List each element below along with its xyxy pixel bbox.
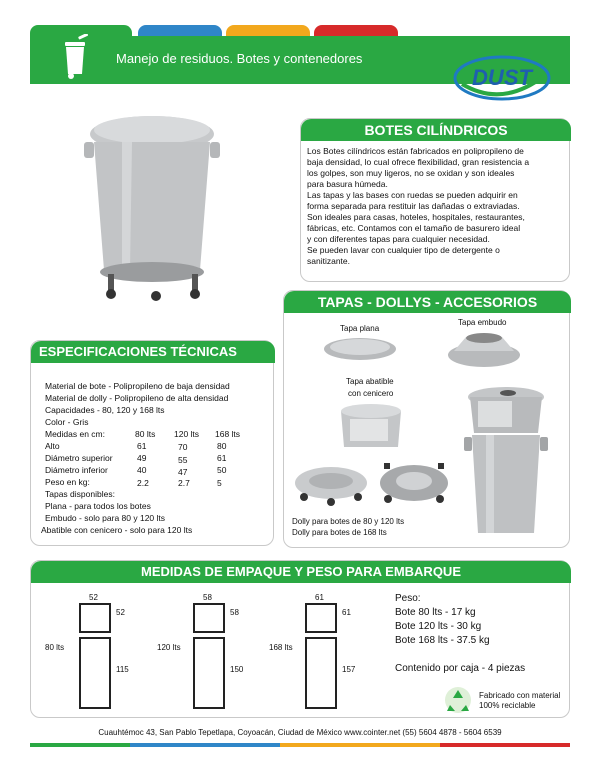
table-cell: 47: [178, 467, 188, 477]
tapa-plana-image: [322, 336, 398, 362]
desc-line: Se pueden lavar con cualquier tipo de detergente o: [307, 245, 500, 255]
box120-top-width: 58: [203, 593, 212, 602]
box80-top-rect: [79, 603, 111, 633]
dolly-large-image: [378, 457, 450, 507]
contenido-caja: Contenido por caja - 4 piezas: [395, 663, 526, 674]
table-header: 120 lts: [174, 429, 200, 439]
box120-top-height: 58: [230, 608, 239, 617]
tapas-disponibles: Tapas disponibles:: [45, 489, 115, 499]
material-bote: Material de bote - Polipropileno de baja densidad: [45, 381, 230, 391]
desc-line: y con diferentes tapas para cualquier necesidad.: [307, 234, 490, 244]
table-header: Medidas en cm:: [45, 429, 105, 439]
desc-line: forma separada para restituir las dañadas o extraviadas.: [307, 201, 520, 211]
logo-text: DUST: [472, 65, 532, 90]
recycle-icon: [443, 685, 473, 715]
table-cell: 5: [217, 478, 222, 488]
empaque-title: MEDIDAS DE EMPAQUE Y PESO PARA EMBARQUE: [31, 561, 571, 583]
tapas-box: [283, 290, 570, 548]
table-cell: Alto: [45, 441, 60, 451]
box80-body-height: 115: [116, 665, 129, 674]
peso-80: Bote 80 lts - 17 kg: [395, 607, 476, 618]
table-cell: 70: [178, 442, 188, 452]
table-cell: Peso en kg:: [45, 477, 90, 487]
dust-logo: [452, 52, 552, 104]
table-cell: 49: [137, 453, 147, 463]
empaque-box: [30, 560, 570, 718]
box120-body-height: 150: [230, 665, 244, 674]
bin-abatible-image: [464, 383, 548, 541]
material-dolly: Material de dolly - Polipropileno de alta densidad: [45, 393, 229, 403]
table-cell: 2.7: [178, 478, 190, 488]
tapa-embudo-image: [446, 329, 522, 369]
page-title: Manejo de residuos. Botes y contenedores: [116, 51, 363, 66]
box168-body-rect: [305, 637, 337, 709]
reciclable-line-1: Fabricado con material: [479, 691, 561, 700]
peso-168: Bote 168 lts - 37.5 kg: [395, 635, 490, 646]
table-cell: 80: [217, 441, 227, 451]
dolly-small-image: [292, 461, 370, 507]
desc-line: sanitizante.: [307, 256, 350, 266]
table-cell: Diámetro inferior: [45, 465, 108, 475]
round-bin-image: [82, 112, 232, 312]
table-cell: 40: [137, 465, 147, 475]
color: Color - Gris: [45, 417, 89, 427]
table-cell: 61: [217, 453, 227, 463]
tapa-plana-caption: Tapa plana: [340, 324, 380, 333]
table-cell: 2.2: [137, 478, 149, 488]
table-cell: 61: [137, 441, 147, 451]
desc-line: los golpes, son muy ligeros, no se oxidan y son ideales: [307, 168, 515, 178]
bottom-bar-orange: [280, 743, 440, 747]
table-cell: 50: [217, 465, 227, 475]
table-header: 80 lts: [135, 429, 156, 439]
desc-line: Los Botes cilíndricos están fabricados en polipropileno de: [307, 146, 524, 156]
especificaciones-title: ESPECIFICACIONES TÉCNICAS: [31, 341, 275, 363]
tapa-embudo-spec: Embudo - solo para 80 y 120 lts: [45, 513, 166, 523]
box120-top-rect: [193, 603, 225, 633]
reciclable-line-2: 100% reciclable: [479, 701, 536, 710]
desc-line: Las tapas y las bases con ruedas se pueden adquirir en: [307, 190, 518, 200]
box80-label: 80 lts: [45, 643, 65, 652]
footer-address: Cuauhtémoc 43, San Pablo Tepetlapa, Coyoacán, Ciudad de México www.cointer.net (55) 5604 4878 - 5604 6539: [98, 728, 502, 737]
tapa-abatible-caption-1: Tapa abatible: [346, 377, 394, 386]
box168-top-width: 61: [315, 593, 324, 602]
tapa-embudo-caption: Tapa embudo: [458, 318, 507, 327]
peso-120: Bote 120 lts - 30 kg: [395, 621, 482, 632]
tapa-plana-spec: Plana - para todos los botes: [45, 501, 151, 511]
dolly-80-120-caption: Dolly para botes de 80 y 120 lts: [292, 517, 405, 526]
cilindricos-title: BOTES CILÍNDRICOS: [301, 119, 571, 141]
table-cell: 55: [178, 455, 188, 465]
trash-bin-icon: [62, 34, 90, 80]
desc-line: fábricas, etc. Contamos con el tamaño de basurero ideal: [307, 223, 521, 233]
tapa-abatible-image: [336, 401, 406, 451]
bottom-bar-green: [30, 743, 130, 747]
box80-top-width: 52: [89, 593, 98, 602]
dolly-168-caption: Dolly para botes de 168 lts: [292, 528, 387, 537]
tapa-abatible-spec: Abatible con cenicero - solo para 120 lts: [41, 525, 193, 535]
cilindricos-box: [300, 118, 570, 282]
box168-top-height: 61: [342, 608, 351, 617]
box120-body-rect: [193, 637, 225, 709]
bottom-bar-red: [440, 743, 570, 747]
bottom-bar-blue: [130, 743, 280, 747]
box168-top-rect: [305, 603, 337, 633]
box120-label: 120 lts: [157, 643, 181, 652]
box168-body-height: 157: [342, 665, 356, 674]
tapas-title: TAPAS - DOLLYS - ACCESORIOS: [284, 291, 571, 313]
desc-line: Son ideales para casas, hoteles, hospitales, restaurantes,: [307, 212, 525, 222]
especificaciones-box: [30, 340, 274, 546]
capacidades: Capacidades - 80, 120 y 168 lts: [45, 405, 165, 415]
desc-line: baja densidad, lo cual ofrece flexibilidad, gran resistencia a: [307, 157, 530, 167]
cilindricos-description: [307, 146, 567, 267]
box80-top-height: 52: [116, 608, 125, 617]
box80-body-rect: [79, 637, 111, 709]
desc-line: para basura húmeda.: [307, 179, 388, 189]
box168-label: 168 lts: [269, 643, 293, 652]
peso-title: Peso:: [395, 593, 421, 604]
table-cell: Diámetro superior: [45, 453, 113, 463]
tapa-abatible-caption-2: con cenicero: [348, 389, 394, 398]
table-header: 168 lts: [215, 429, 241, 439]
